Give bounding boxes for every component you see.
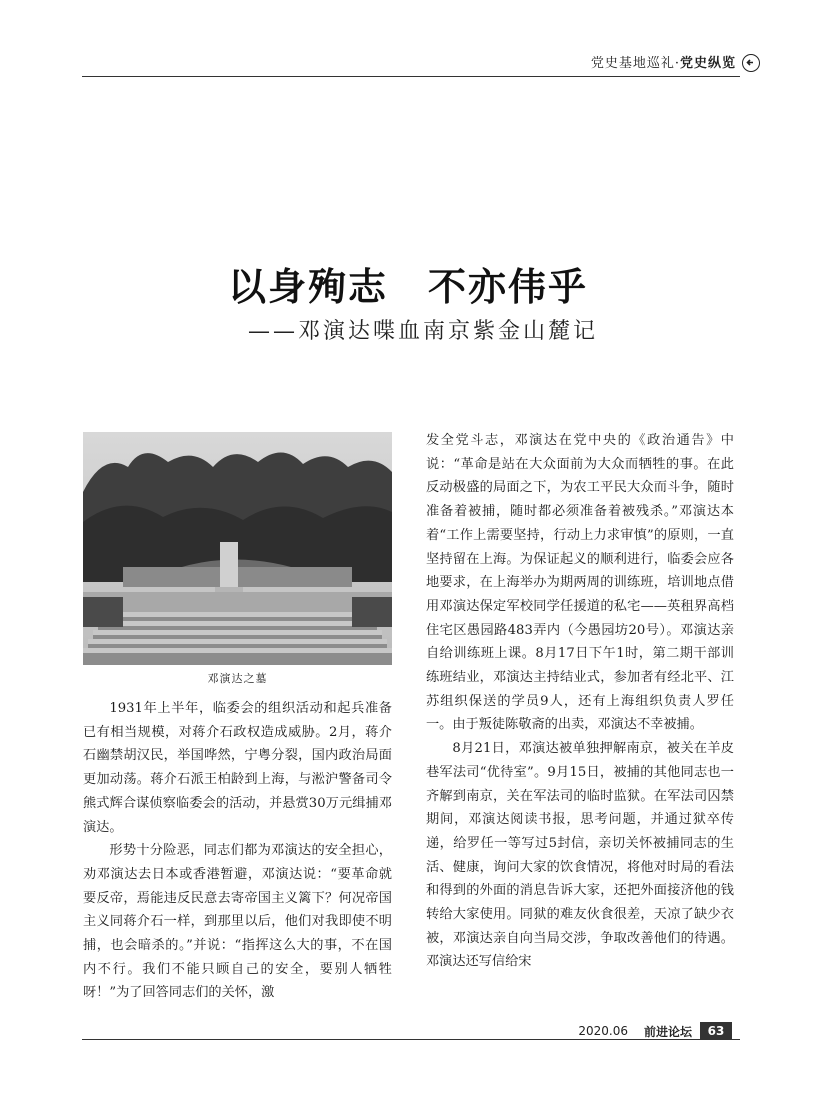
footer-divider bbox=[82, 1039, 740, 1040]
page-number: 63 bbox=[700, 1022, 732, 1040]
paragraph: 1931年上半年，临委会的组织活动和起兵准备已有相当规模，对蒋介石政权造成威胁。2月，蒋介石幽禁胡汉民，举国哗然，宁粤分裂，国内政治局面更加动荡。蒋介石派王柏龄到上海，与淞沪警备司令熊式辉合谋侦察临委会的活动，并悬赏30万元缉捕邓演达。 bbox=[83, 701, 392, 835]
header-separator: · bbox=[674, 56, 680, 71]
running-header bbox=[591, 52, 736, 71]
issue-date: 2020.06 bbox=[578, 1024, 628, 1038]
paragraph: 发全党斗志，邓演达在党中央的《政治通告》中说：“革命是站在大众面前为大众而牺牲的事。在此反动极盛的局面之下，为农工平民大众而斗争，随时准备着被捕，随时都必须准备着被残杀。”邓演达本着“工作上需要坚持，行动上力求审慎”的原则，一直坚持留在上海。为保证起义的顺利进行，临委会应各地要求，在上海举办为期两周的训练班，培训地点借用邓演达保定军校同学任援道的私宅——英租界高档住宅区愚园路483弄内（今愚园坊20号）。邓演达亲自给训练班上课。8月17日下午1时，第二期干部训练班结业，邓演达主持结业式，参加者有经北平、江苏组织保送的学员9人，还有上海组织负责人罗任一。由于叛徒陈敬斋的出卖，邓演达不幸被捕。 bbox=[426, 433, 734, 733]
tomb-photo bbox=[83, 432, 392, 665]
paragraph: 8月21日，邓演达被单独押解南京，被关在羊皮巷军法司“优待室”。9月15日，被捕的其他同志也一齐解到南京，关在军法司的临时监狱。在军法司囚禁期间，邓演达阅读书报，思考问题，并通过狱卒传递，给罗任一等写过5封信，亲切关怀被捕同志的生活、健康，询问大家的饮食情况，将他对时局的看法和得到的外面的消息告诉大家，还把外面接济他的钱转给大家使用。同狱的难友伙食很差，天凉了缺少衣被，邓演达亲自向当局交涉，争取改善他们的待遇。邓演达还写信给宋 bbox=[426, 741, 734, 970]
photo-caption: 邓演达之墓 bbox=[207, 672, 268, 685]
header-divider bbox=[82, 76, 740, 77]
header-column-name: 党史基地巡礼 bbox=[590, 56, 675, 71]
page-footer bbox=[578, 1022, 732, 1040]
tomb-photo-illustration bbox=[83, 432, 392, 665]
circle-arrow-icon bbox=[742, 54, 760, 72]
body-left-column bbox=[83, 697, 392, 1005]
magazine-name: 前进论坛 bbox=[643, 1024, 692, 1039]
article-title: 以身殉志 不亦伟乎 bbox=[227, 265, 588, 309]
header-section-name: 党史纵览 bbox=[679, 56, 736, 71]
paragraph: 形势十分险恶，同志们都为邓演达的安全担心，劝邓演达去日本或香港暂避，邓演达说：“要革命就要反帝，焉能违反民意去寄帝国主义篱下？何况帝国主义同蒋介石一样，到那里以后，他们对我即使不明捕，也会暗杀的。”并说：“指挥这么大的事，不在国内不行。我们不能只顾自己的安全，要别人牺牲呀！”为了回答同志们的关怀，激 bbox=[83, 843, 392, 1001]
article-subtitle: ——邓演达喋血南京紫金山麓记 bbox=[248, 319, 599, 344]
body-right-column bbox=[426, 429, 734, 974]
